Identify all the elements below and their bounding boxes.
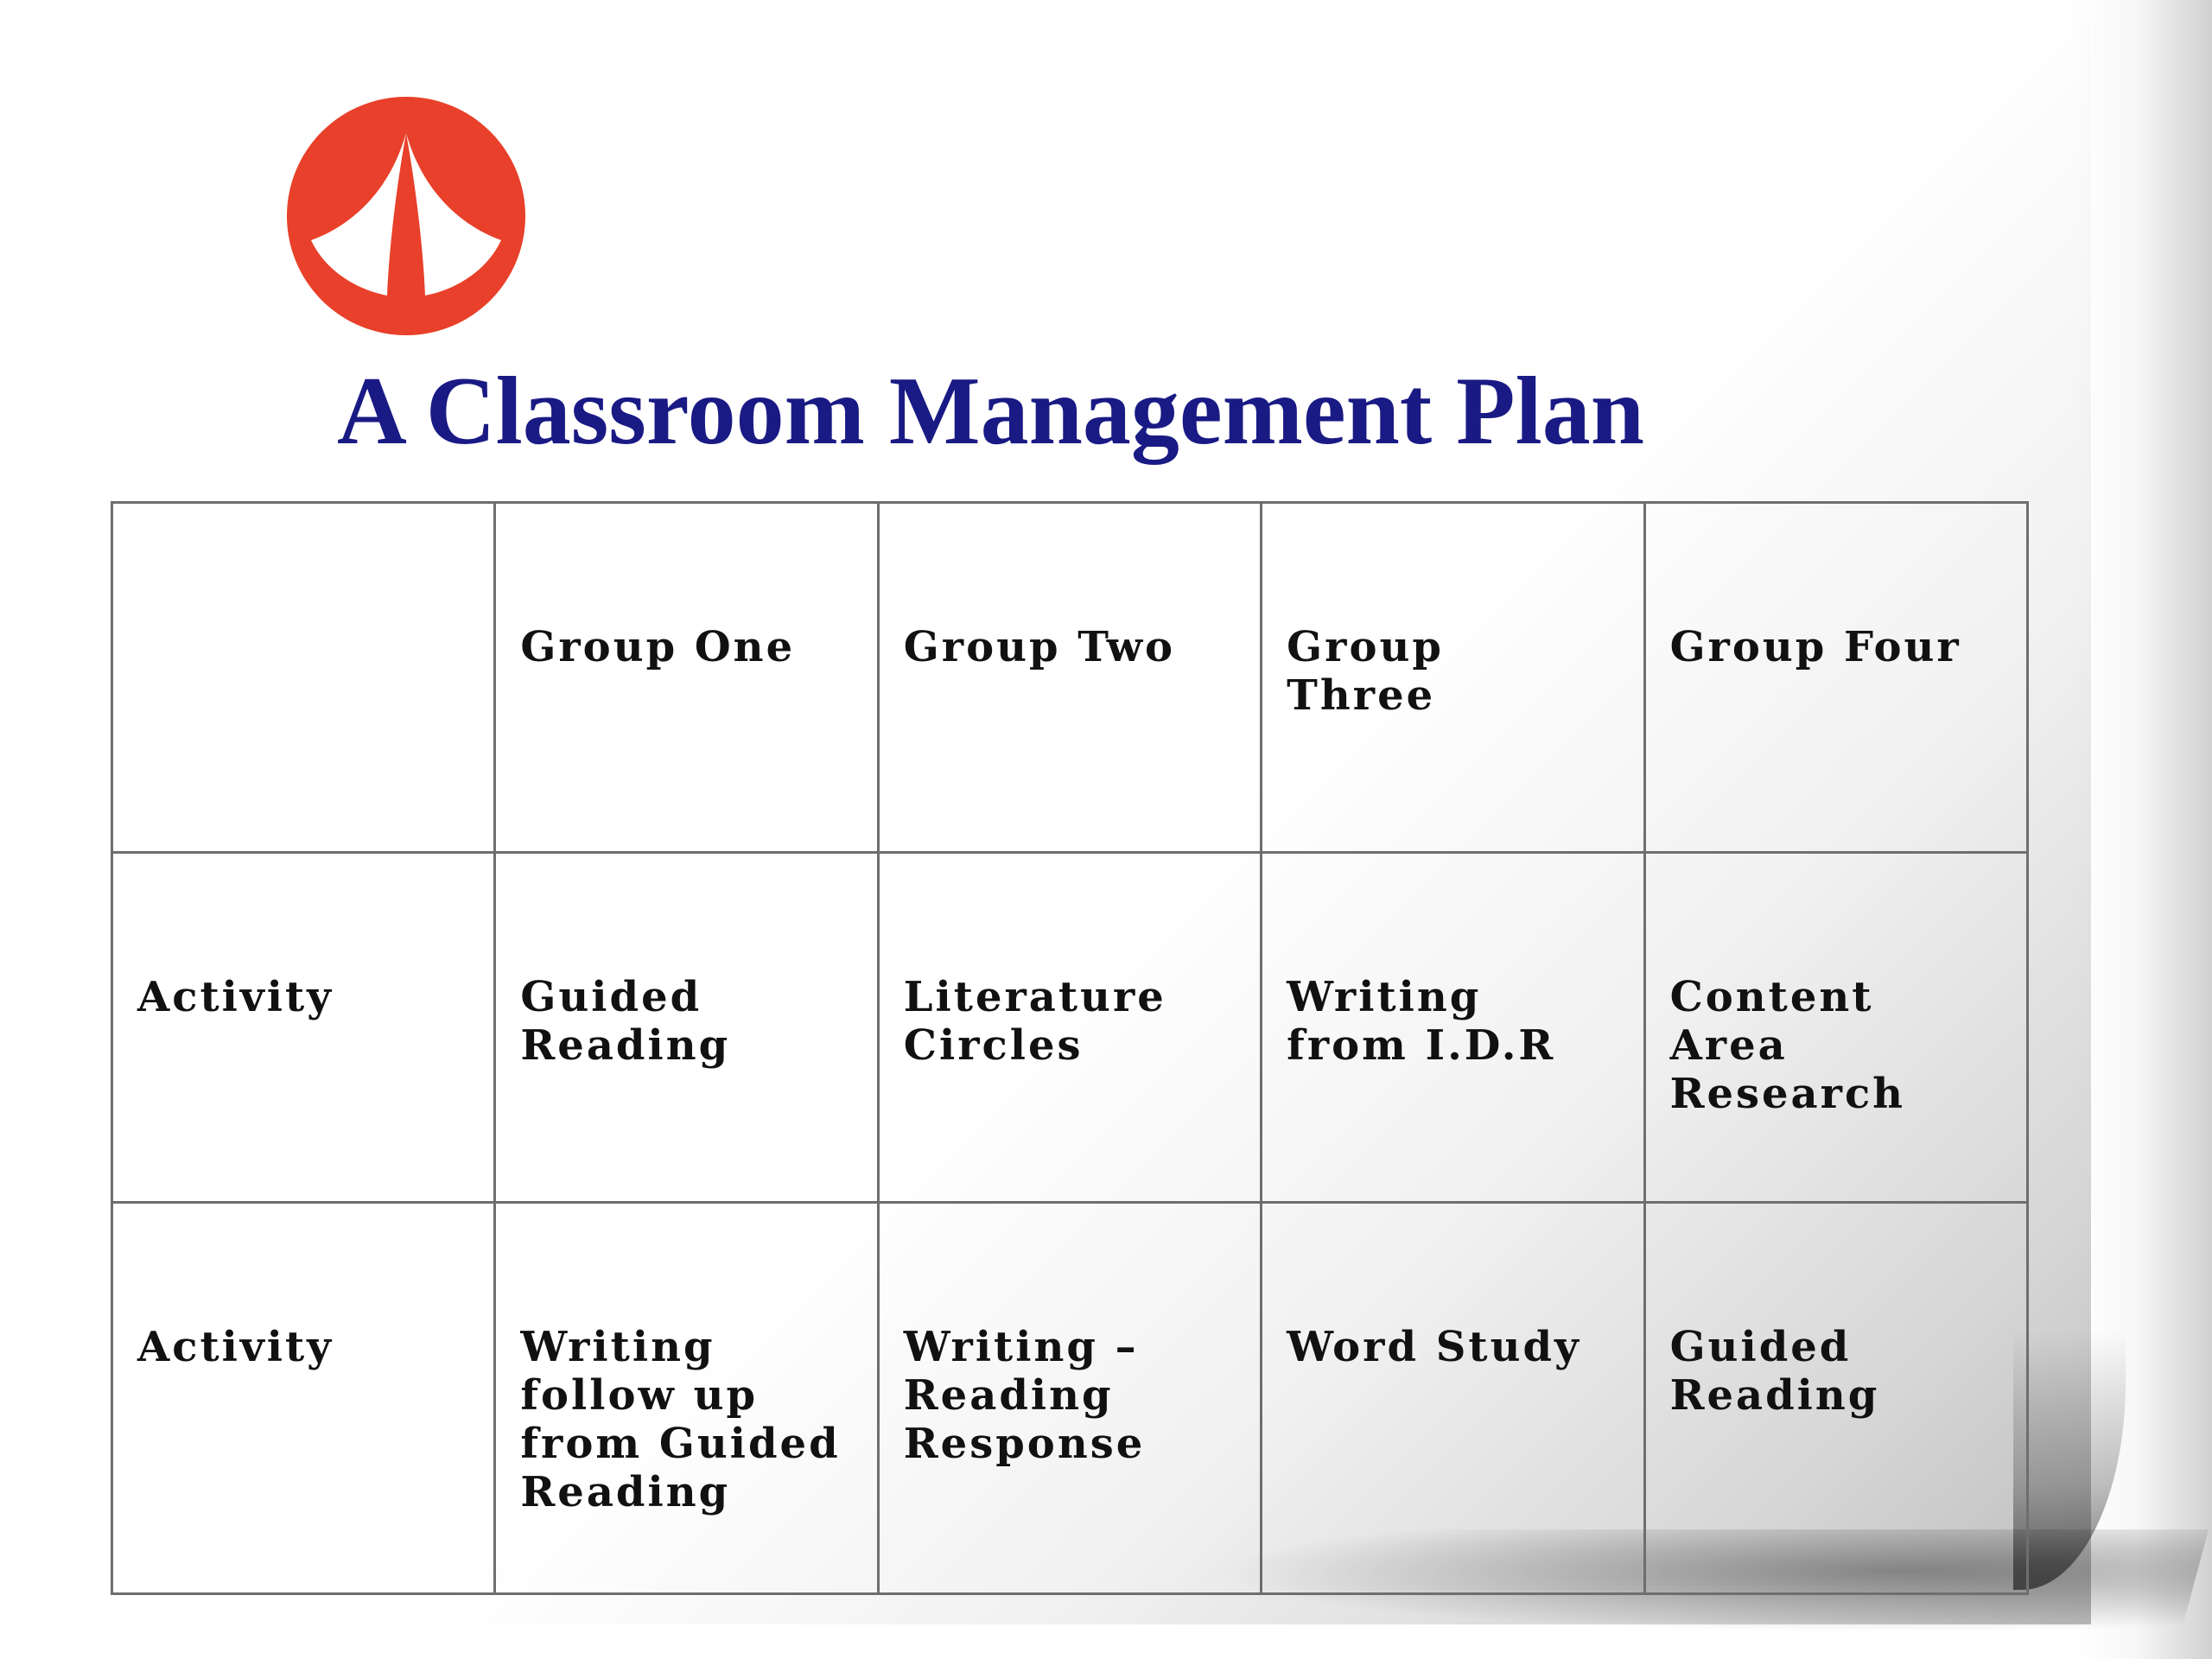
row-label: Activity — [112, 853, 495, 1203]
table-cell: Content Area Research — [1644, 853, 2027, 1203]
table-cell: Literature Circles — [878, 853, 1261, 1203]
table-row — [112, 853, 2028, 1203]
slide-title: A Classroom Management Plan — [337, 358, 1644, 465]
table-cell: Guided Reading — [1644, 1203, 2027, 1594]
row-label: Activity — [112, 1203, 495, 1594]
table-cell: Writing follow up from Guided Reading — [495, 1203, 878, 1594]
header-group-one: Group One — [495, 503, 878, 853]
header-group-four: Group Four — [1644, 503, 2027, 853]
header-group-three: Group Three — [1262, 503, 1644, 853]
table-cell: Writing from I.D.R — [1262, 853, 1644, 1203]
table-cell: Guided Reading — [495, 853, 878, 1203]
red-circle-tent-icon — [285, 95, 527, 337]
table-cell: Word Study — [1262, 1203, 1644, 1594]
header-group-two: Group Two — [878, 503, 1261, 853]
table-header-row — [112, 503, 2028, 853]
management-plan-table — [111, 501, 2029, 1595]
table-cell: Writing – Reading Response — [878, 1203, 1261, 1594]
table-cell — [112, 503, 495, 853]
table-row — [112, 1203, 2028, 1594]
